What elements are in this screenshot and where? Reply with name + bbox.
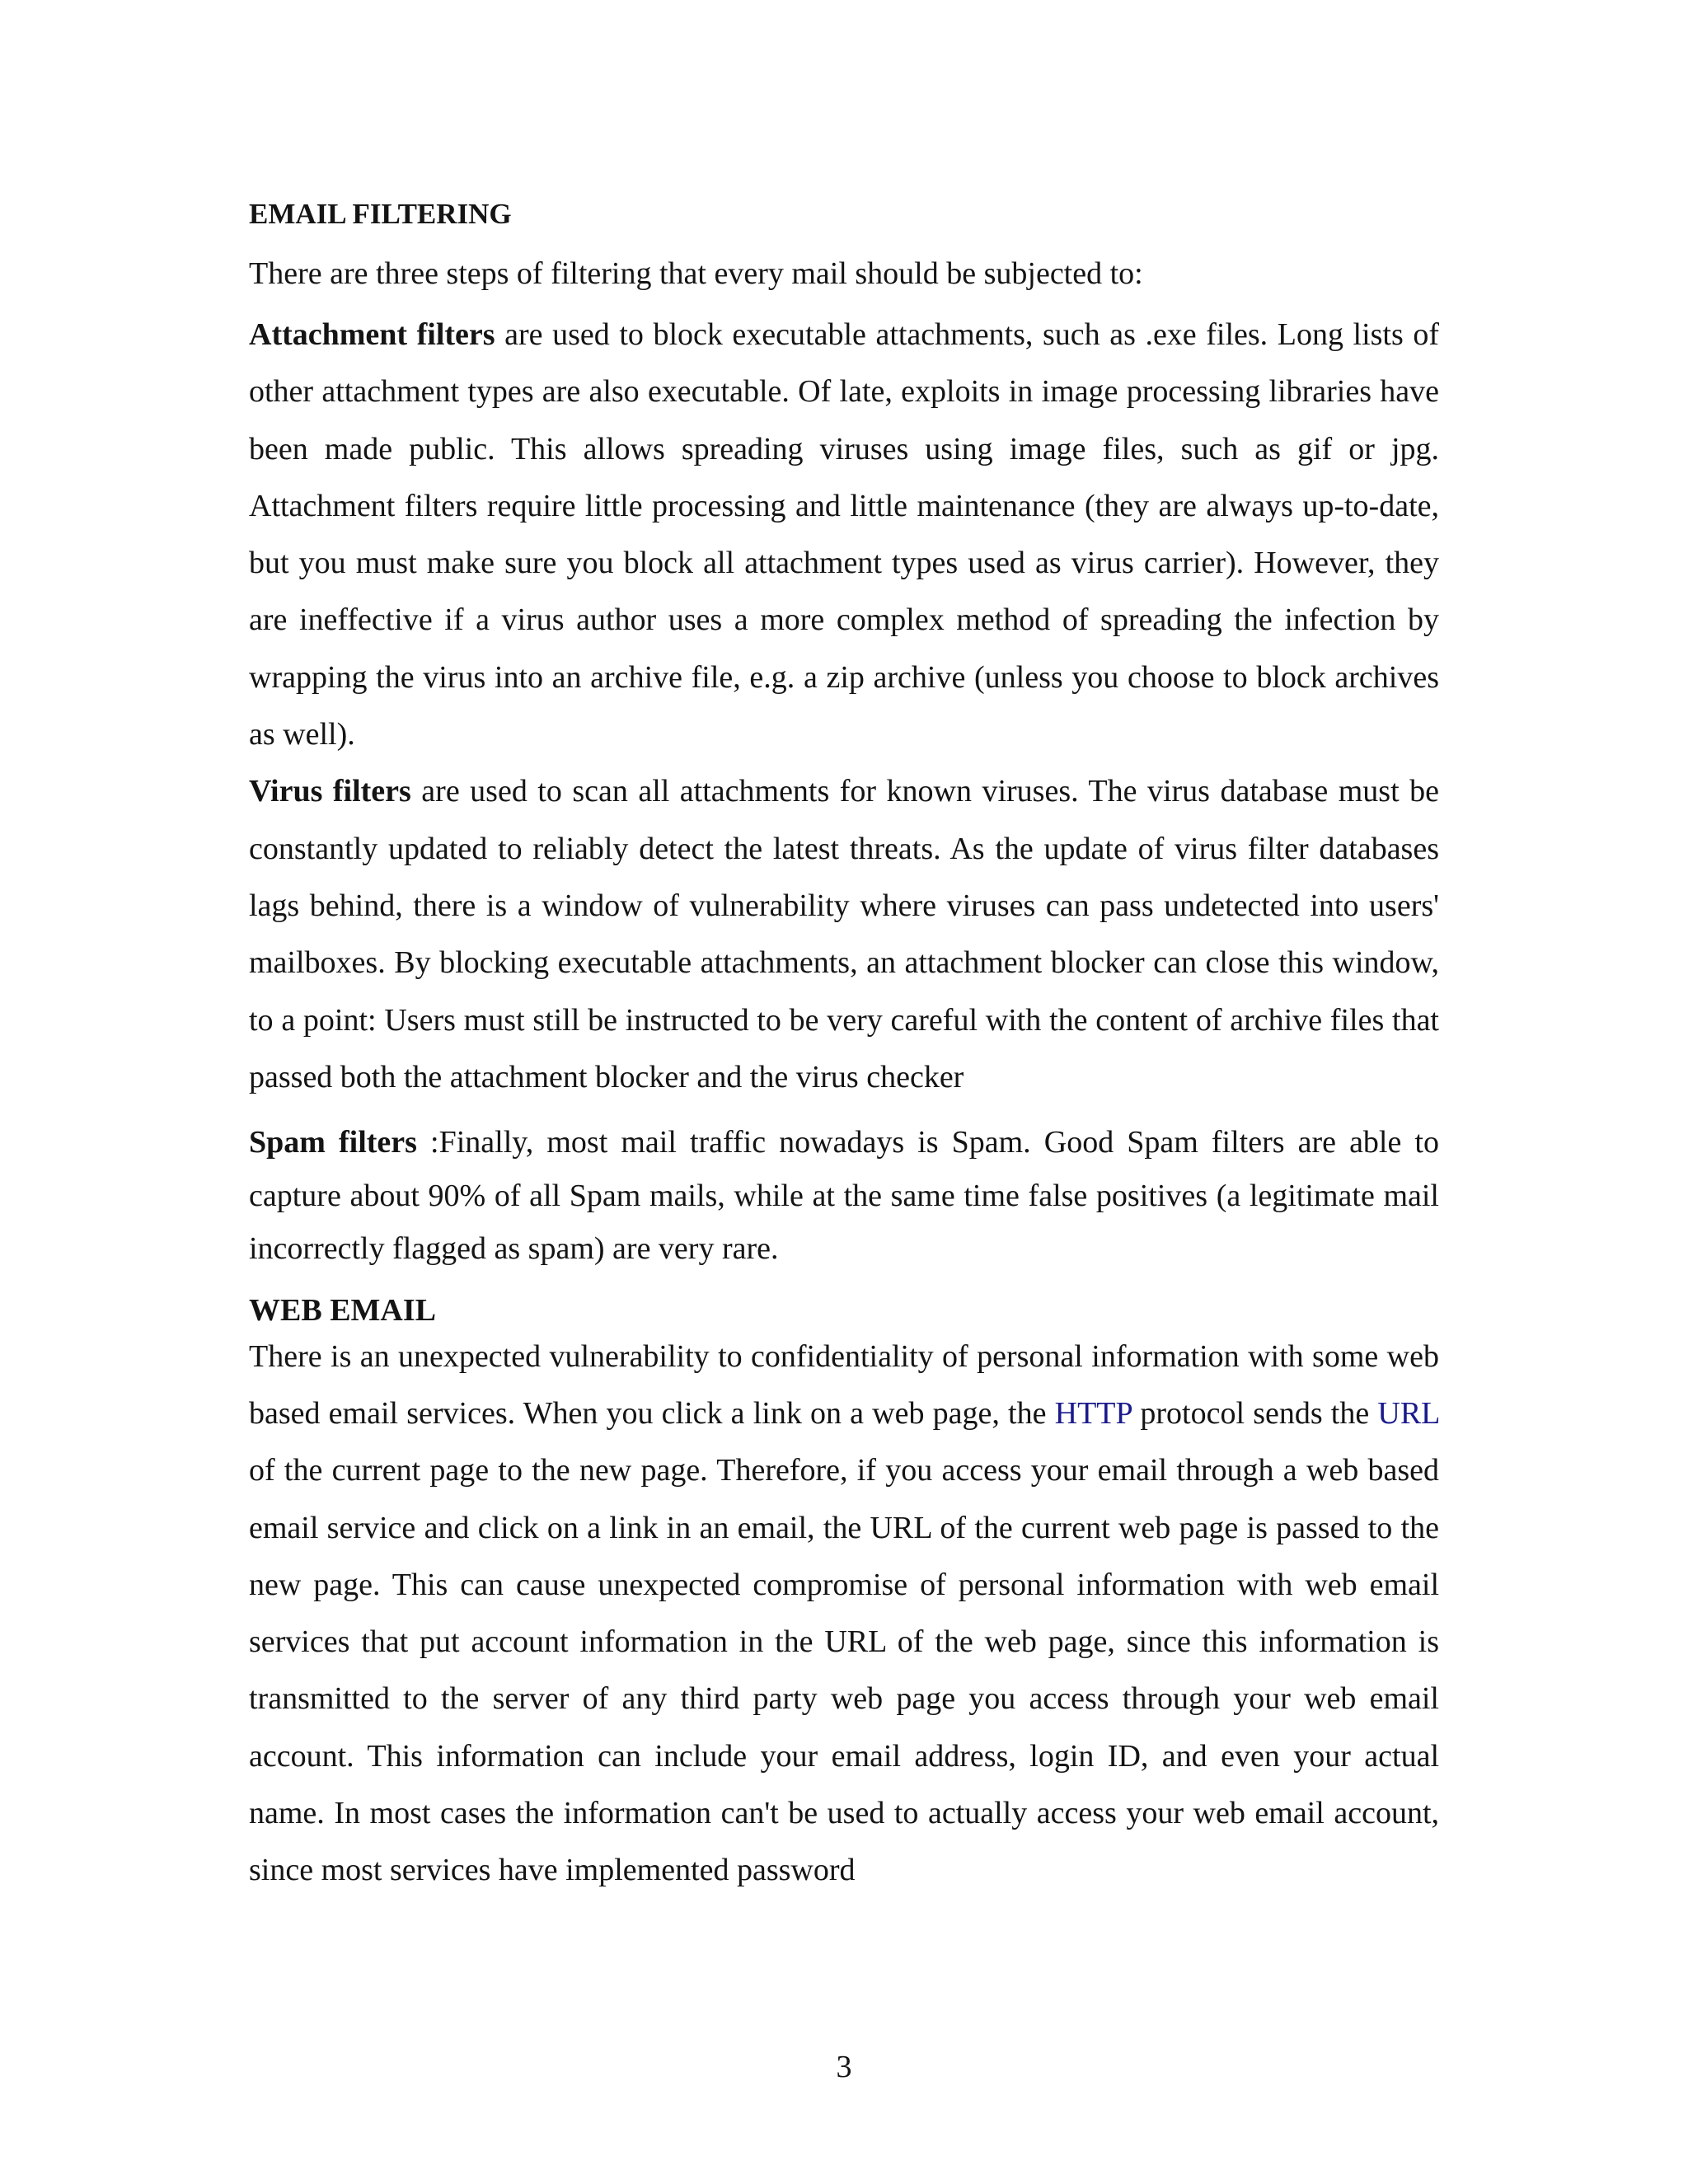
attachment-filters-term: Attachment filters <box>249 317 495 352</box>
virus-filters-term: Virus filters <box>249 774 411 809</box>
spam-filters-text: :Finally, most mail traffic nowadays is Spam. Good Spam filters are able to capture about 90% of all Spam mails, while at the same time false positives (a legitimate mail incorrectly flagged as spam) are very rare. <box>249 1125 1439 1267</box>
spam-filters-term: Spam filters <box>249 1125 417 1160</box>
virus-filters-paragraph <box>249 763 1439 1106</box>
section-heading-email-filtering: EMAIL FILTERING <box>249 198 512 230</box>
http-link[interactable]: HTTP <box>1054 1395 1132 1431</box>
url-link[interactable]: URL <box>1377 1395 1439 1431</box>
intro-paragraph: There are three steps of filtering that every mail should be subjected to: <box>249 256 1143 291</box>
attachment-filters-text: are used to block executable attachments, such as .exe files. Long lists of other attachment types are also executable. Of late, exploits in image processing libraries have been made public. This allows spreading viruses using image files, such as gif or jpg. Attachment filters require little processing and little maintenance (they are always up-to-date, but you must make sure you block all attachment types used as virus carrier). However, they are ineffective if a virus author uses a more complex method of spreading the infection by wrapping the virus into an archive file, e.g. a zip archive (unless you choose to block archives as well). <box>249 317 1439 752</box>
page-number: 3 <box>836 2050 852 2084</box>
page-content <box>249 196 1439 1900</box>
web-email-text-part-1: There is an unexpected vulnerability to confidentiality of personal information with some web based email services. When you click a link on a web page, the <box>249 1338 1439 1431</box>
virus-filters-text: are used to scan all attachments for known viruses. The virus database must be constantly updated to reliably detect the latest threats. As the update of virus filter databases lags behind, there is a window of vulnerability where viruses can pass undetected into users' mailboxes. By blocking executable attachments, an attachment blocker can close this window, to a point: Users must still be instructed to be very careful with the content of archive files that passed both the attachment blocker and the virus checker <box>249 774 1439 1094</box>
attachment-filters-paragraph <box>249 307 1439 763</box>
web-email-paragraph <box>249 1329 1439 1900</box>
section-heading-web-email: WEB EMAIL <box>249 1292 436 1328</box>
web-email-text-part-3: of the current page to the new page. Therefore, if you access your email through a web based email service and click on a link in an email, the URL of the current web page is passed to the new page. This can cause unexpected compromise of personal information with web email services that put account information in the URL of the web page, since this information is transmitted to the server of any third party web page you access through your web email account. This information can include your email address, login ID, and even your actual name. In most cases the information can't be used to actually access your web email account, since most services have implemented password <box>249 1453 1439 1888</box>
spam-filters-paragraph <box>249 1116 1439 1276</box>
web-email-text-part-2: protocol sends the <box>1132 1395 1378 1431</box>
